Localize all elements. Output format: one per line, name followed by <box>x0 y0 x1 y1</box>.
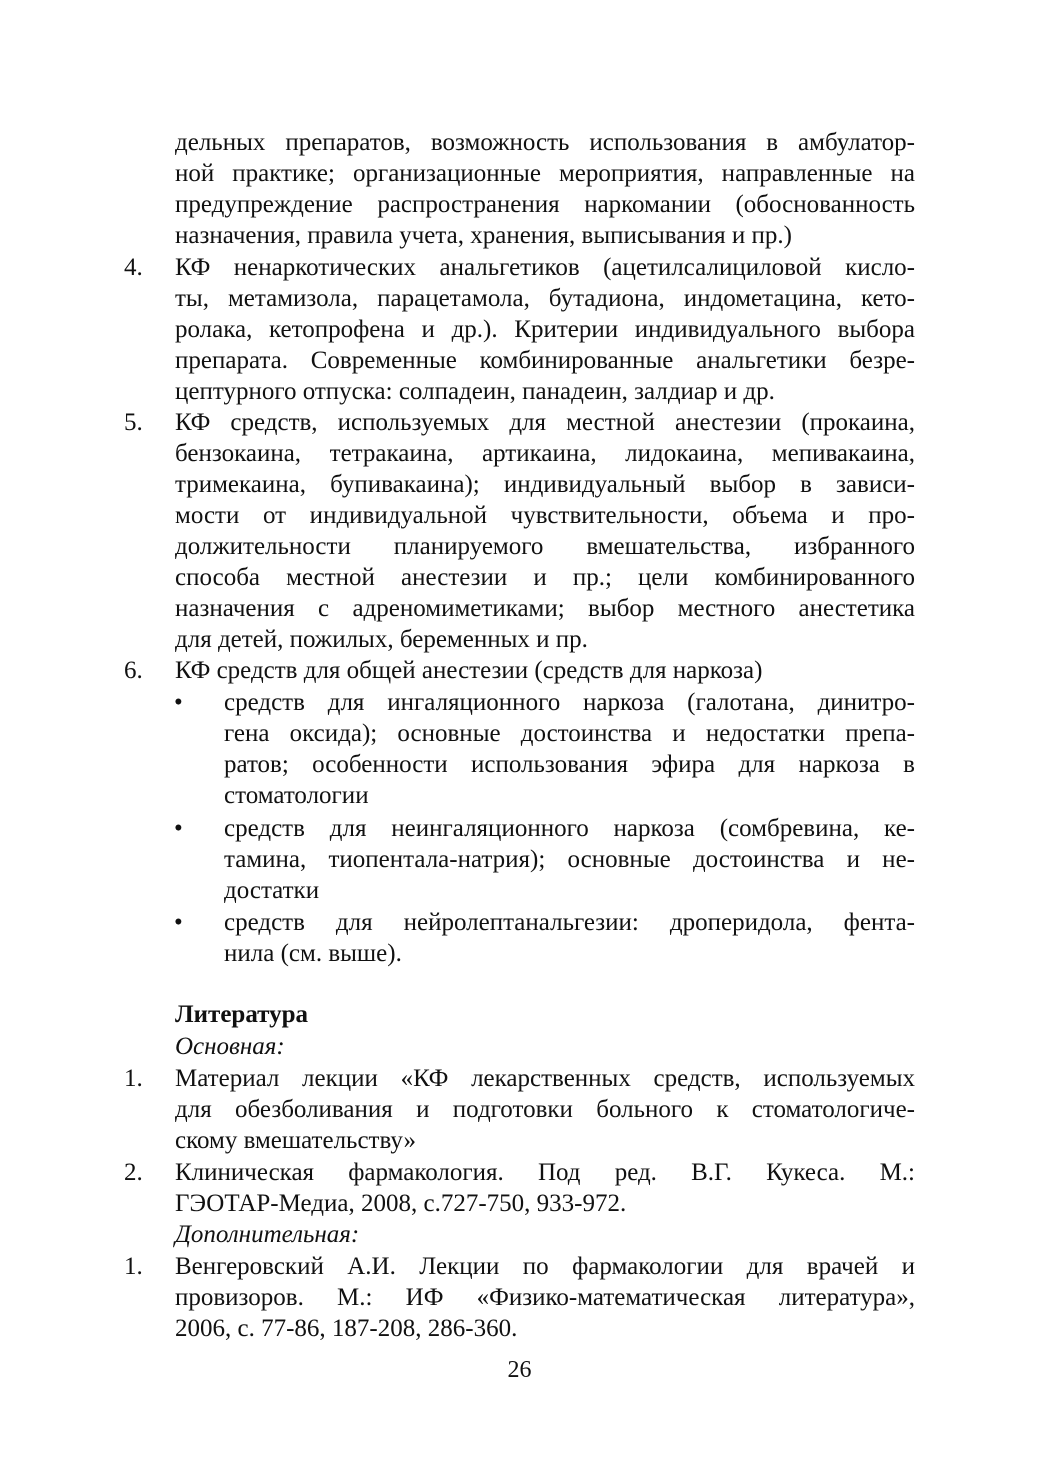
list-item-line: КФ средств, используемых для местной анестезии (прокаина, <box>175 409 915 436</box>
list-item-line: мости от индивидуальной чувствительности, объема и про- <box>175 502 915 529</box>
list-item-line: способа местной анестезии и пр.; цели комбинированного <box>175 564 915 591</box>
list-item-line: цептурного отпуска: солпадеин, панадеин, залдиар и др. <box>175 378 775 405</box>
literature-heading: Литература <box>175 1001 309 1028</box>
reference-line: 2006, с. 77-86, 187-208, 286-360. <box>175 1315 518 1342</box>
continuation-line: дельных препаратов, возможность использования в амбулатор- <box>175 129 915 156</box>
reference-line: для обезболивания и подготовки больного к стоматологиче- <box>175 1096 915 1123</box>
list-item-line: должительности планируемого вмешательства, избранного <box>175 533 915 560</box>
continuation-line: назначения, правила учета, хранения, выписывания и пр.) <box>175 222 792 249</box>
list-item-line: для детей, пожилых, беременных и пр. <box>175 626 588 653</box>
list-item-line: КФ средств для общей анестезии (средств для наркоза) <box>175 657 763 684</box>
reference-line: ГЭОТАР-Медиа, 2008, с.727-750, 933-972. <box>175 1190 627 1217</box>
continuation-line: ной практике; организационные мероприятия, направленные на <box>175 160 915 187</box>
bullet-marker: • <box>174 909 183 936</box>
list-item-line: тримекаина, бупивакаина); индивидуальный выбор в зависи- <box>175 471 915 498</box>
reference-number: 2. <box>124 1159 143 1186</box>
bullet-line: гена оксида); основные достоинства и недостатки препа- <box>224 720 915 747</box>
reference-number: 1. <box>124 1253 143 1280</box>
bullet-line: стоматологии <box>224 782 369 809</box>
reference-line: Материал лекции «КФ лекарственных средств, используемых <box>175 1065 915 1092</box>
reference-line: скому вмешательству» <box>175 1127 417 1154</box>
bullet-line: тамина, тиопентала-натрия); основные достоинства и не- <box>224 846 915 873</box>
bullet-line: ратов; особенности использования эфира для наркоза в <box>224 751 915 778</box>
list-item-line: ты, метамизола, парацетамола, бутадиона, индометацина, кето- <box>175 285 915 312</box>
list-item-line: назначения с адреномиметиками; выбор местного анестетика <box>175 595 915 622</box>
bullet-line: средств для нейролептанальгезии: дроперидола, фента- <box>224 909 915 936</box>
list-item-number: 4. <box>124 254 143 281</box>
bullet-line: средств для неингаляционного наркоза (сомбревина, ке- <box>224 815 915 842</box>
list-item-number: 5. <box>124 409 143 436</box>
main-literature-label: Основная: <box>175 1033 285 1060</box>
bullet-marker: • <box>174 815 183 842</box>
continuation-line: предупреждение распространения наркомании (обоснованность <box>175 191 915 218</box>
list-item-line: бензокаина, тетракаина, артикаина, лидокаина, мепивакаина, <box>175 440 915 467</box>
list-item-line: препарата. Современные комбинированные анальгетики безре- <box>175 347 915 374</box>
reference-line: Клиническая фармакология. Под ред. В.Г. Кукеса. М.: <box>175 1159 915 1186</box>
bullet-marker: • <box>174 689 183 716</box>
bullet-line: достатки <box>224 877 320 904</box>
reference-line: Венгеровский А.И. Лекции по фармакологии для врачей и <box>175 1253 915 1280</box>
page-number: 26 <box>507 1357 532 1383</box>
bullet-line: средств для ингаляционного наркоза (галотана, динитро- <box>224 689 915 716</box>
extra-literature-label: Дополнительная: <box>175 1221 360 1248</box>
reference-line: провизоров. М.: ИФ «Физико-математическая литература», <box>175 1284 915 1311</box>
list-item-line: ролака, кетопрофена и др.). Критерии индивидуального выбора <box>175 316 915 343</box>
bullet-line: нила (см. выше). <box>224 940 402 967</box>
list-item-number: 6. <box>124 657 143 684</box>
list-item-line: КФ ненаркотических анальгетиков (ацетилсалициловой кисло- <box>175 254 915 281</box>
reference-number: 1. <box>124 1065 143 1092</box>
